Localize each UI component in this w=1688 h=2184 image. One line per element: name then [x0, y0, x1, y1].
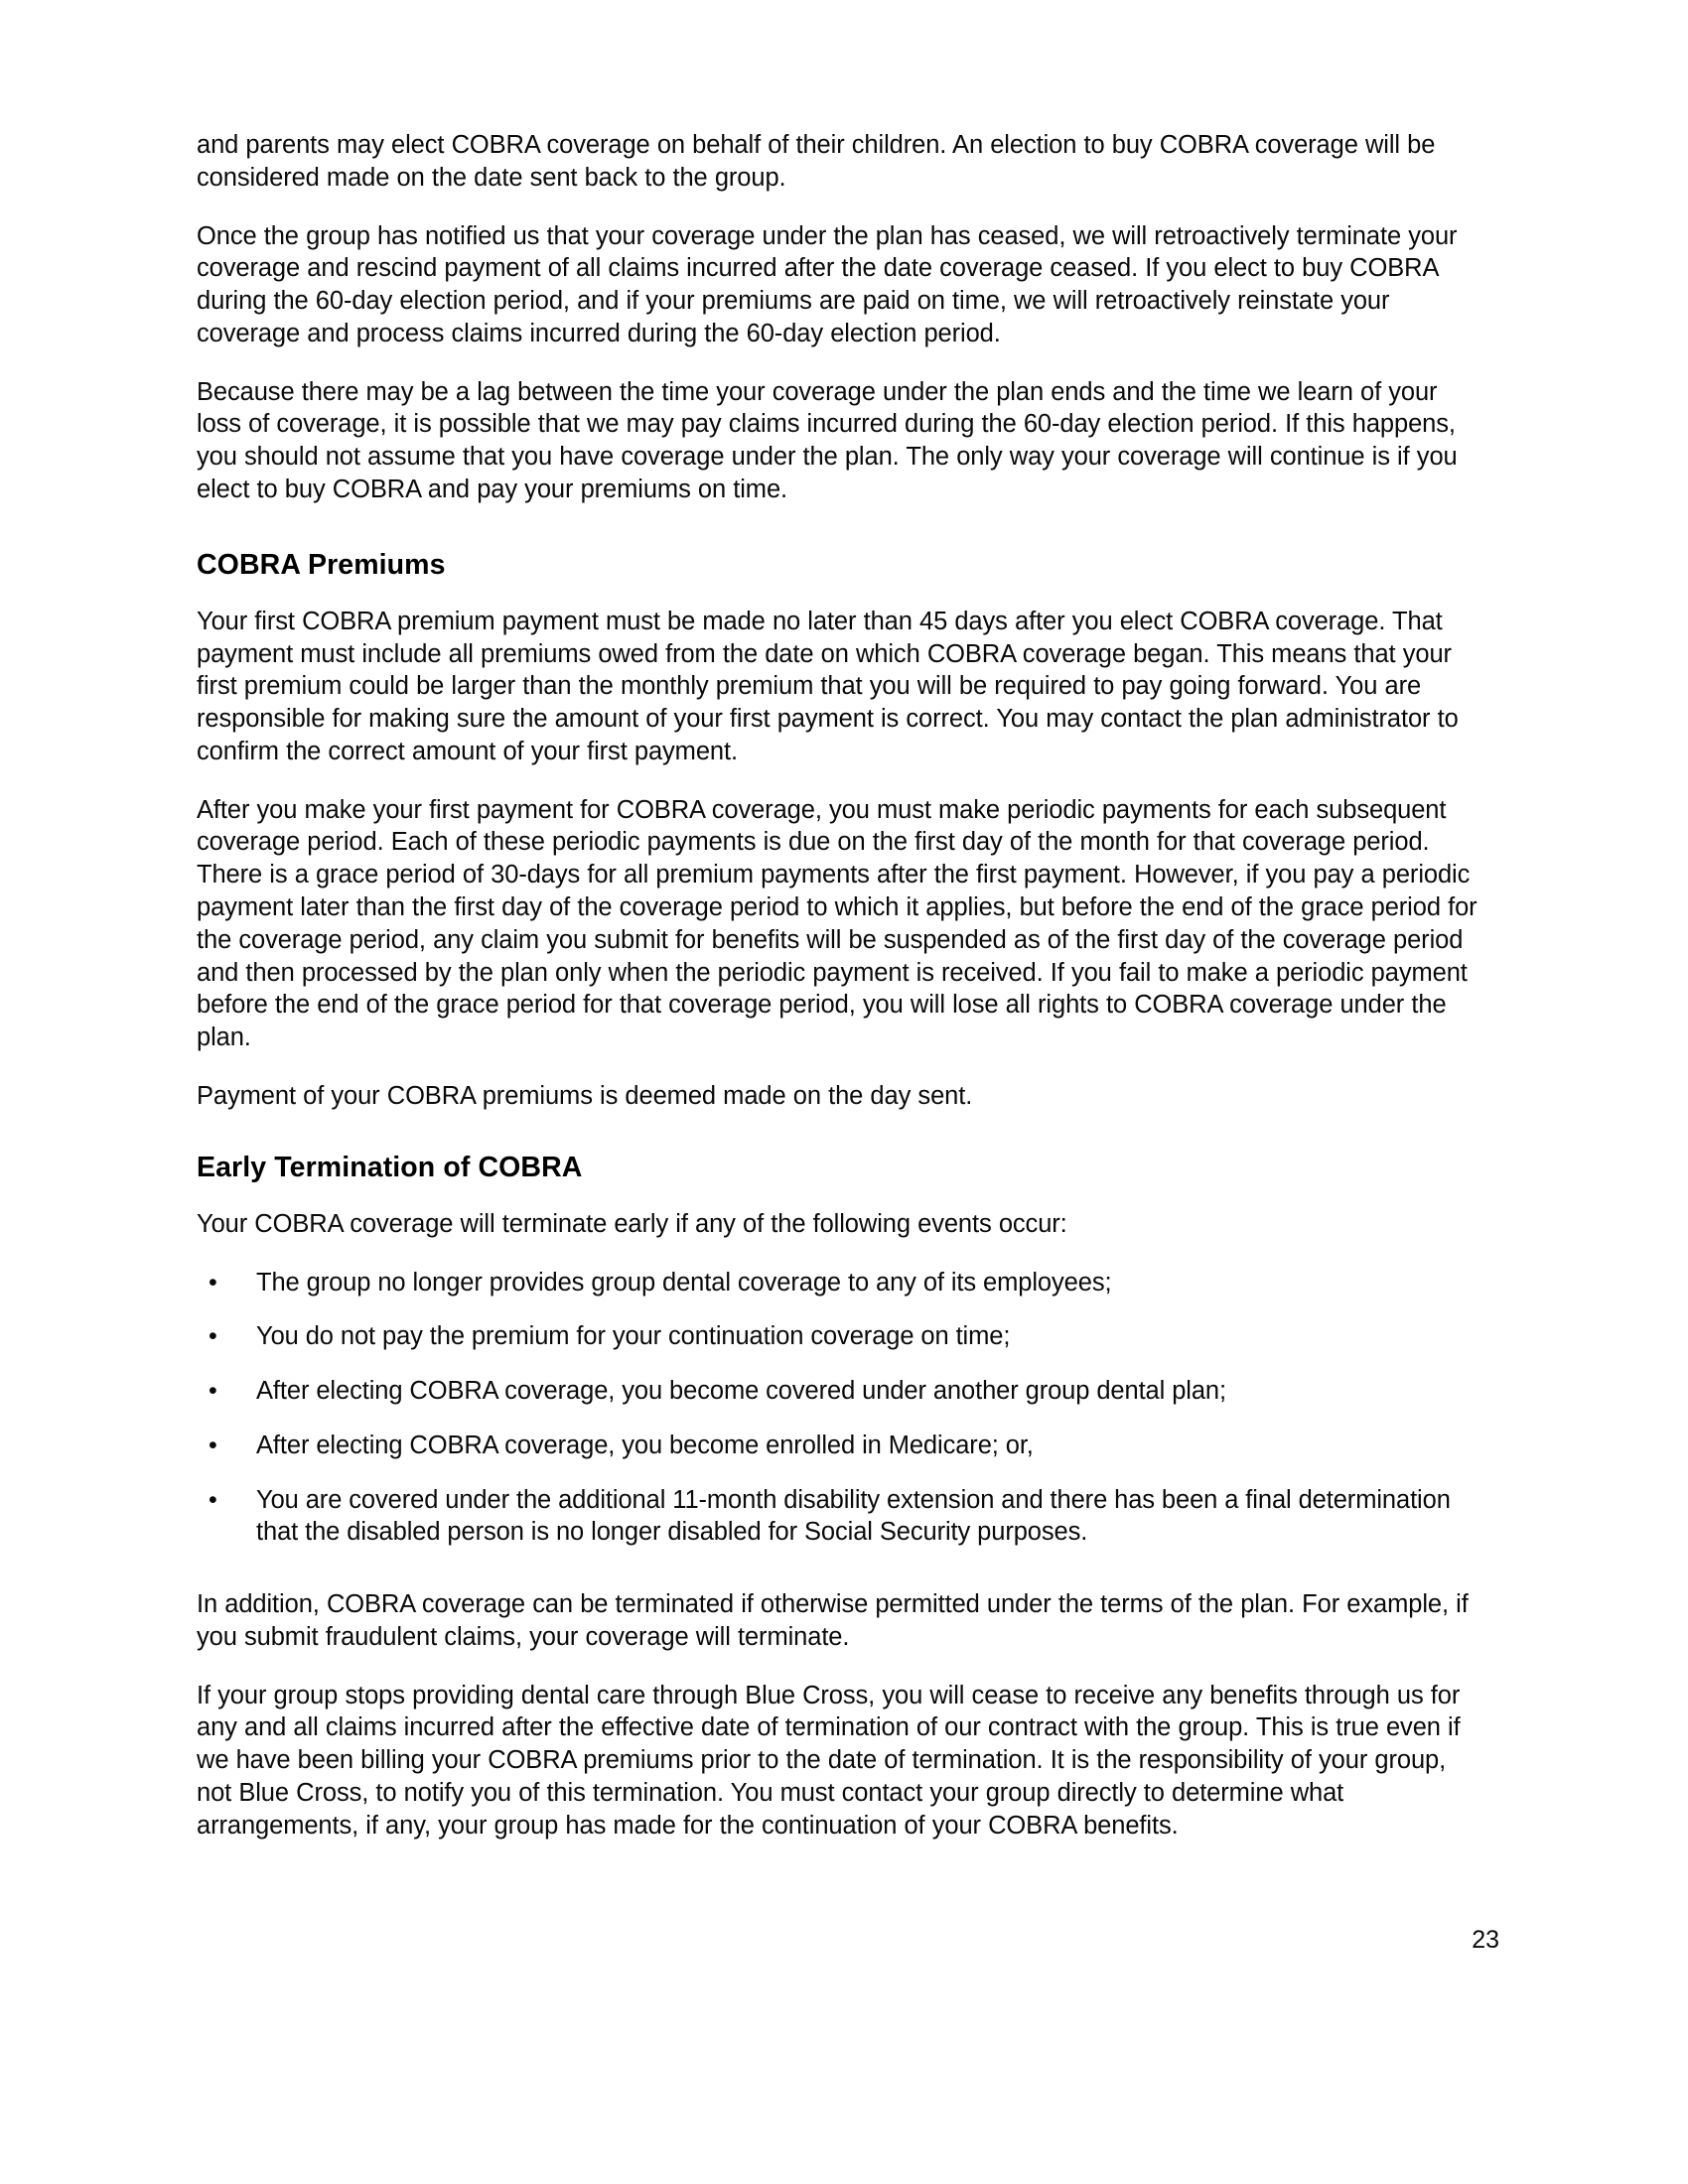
paragraph-retroactive-termination: Once the group has notified us that your coverage under the plan has ceased, we will retroactively terminate your coverage and rescind payment of all claims incurred after the date coverage ceased. If you elect to buy COBRA during the 60-day election period, and if your premiums are paid on time, we will retroactively reinstate your coverage and process claims incurred during the 60-day election period.: [197, 221, 1458, 347]
list-item: [197, 1375, 1487, 1408]
list-item: [197, 1430, 1487, 1462]
bullet-icon: •: [209, 1322, 217, 1351]
paragraph-continuation-election: and parents may elect COBRA coverage on behalf of their children. An election to buy COBRA coverage will be considered made on the date sent back to the group.: [197, 131, 1436, 192]
page-number: 23: [1472, 1926, 1499, 1954]
bullet-icon: •: [209, 1485, 217, 1514]
list-item: [197, 1320, 1487, 1353]
section-heading-cobra-premiums: COBRA Premiums: [197, 548, 446, 581]
list-item: [197, 1484, 1487, 1550]
bullet-icon: •: [209, 1377, 217, 1406]
page-content: [197, 129, 1487, 1867]
list-item: [197, 1267, 1487, 1299]
paragraph-additional-termination: In addition, COBRA coverage can be terminated if otherwise permitted under the terms of the plan. For example, if you submit fraudulent claims, your coverage will terminate.: [197, 1590, 1469, 1651]
list-item-text: After electing COBRA coverage, you become covered under another group dental plan;: [256, 1377, 1226, 1406]
early-termination-bullet-list: [197, 1267, 1487, 1550]
paragraph-early-termination-intro: Your COBRA coverage will terminate early if any of the following events occur:: [197, 1209, 1067, 1238]
paragraph-first-premium-payment: Your first COBRA premium payment must be made no later than 45 days after you elect COBRA coverage. That payment must include all premiums owed from the date on which COBRA coverage began. This means that your first premium could be larger than the monthly premium that you will be required to pay going forward. You are responsible for making sure the amount of your first payment is correct. You may contact the plan administrator to confirm the correct amount of your first payment.: [197, 607, 1459, 765]
list-item-text: You are covered under the additional 11-month disability extension and there has been a final determination that the disabled person is no longer disabled for Social Security purposes.: [256, 1485, 1451, 1547]
paragraph-claims-lag: Because there may be a lag between the time your coverage under the plan ends and the time we learn of your loss of coverage, it is possible that we may pay claims incurred during the 60-day election period. If this happens, you should not assume that you have coverage under the plan. The only way your coverage will continue is if you elect to buy COBRA and pay your premiums on time.: [197, 377, 1458, 503]
bullet-icon: •: [209, 1268, 217, 1297]
list-item-text: After electing COBRA coverage, you become enrolled in Medicare; or,: [256, 1431, 1034, 1459]
list-item-text: The group no longer provides group dental coverage to any of its employees;: [256, 1268, 1112, 1297]
bullet-icon: •: [209, 1431, 217, 1459]
list-item-text: You do not pay the premium for your continuation coverage on time;: [256, 1322, 1011, 1351]
paragraph-periodic-payments: After you make your first payment for COBRA coverage, you must make periodic payments for each subsequent coverage period. Each of these periodic payments is due on the first day of the month for that coverage period. There is a grace period of 30-days for all premium payments after the first payment. However, if you pay a periodic payment later than the first day of the coverage period to which it applies, but before the end of the grace period for the coverage period, any claim you submit for benefits will be suspended as of the first day of the coverage period and then processed by the plan only when the periodic payment is received. If you fail to make a periodic payment before the end of the grace period for that coverage period, you will lose all rights to COBRA coverage under the plan.: [197, 795, 1477, 1052]
paragraph-blue-cross-termination: If your group stops providing dental care through Blue Cross, you will cease to receive any benefits through us for any and all claims incurred after the effective date of termination of our contract with the group. This is true even if we have been billing your COBRA premiums prior to the date of termination. It is the responsibility of your group, not Blue Cross, to notify you of this termination. You must contact your group directly to determine what arrangements, if any, your group has made for the continuation of your COBRA benefits.: [197, 1681, 1461, 1840]
paragraph-payment-deemed-made: Payment of your COBRA premiums is deemed made on the day sent.: [197, 1081, 973, 1110]
section-heading-early-termination: Early Termination of COBRA: [197, 1151, 583, 1183]
